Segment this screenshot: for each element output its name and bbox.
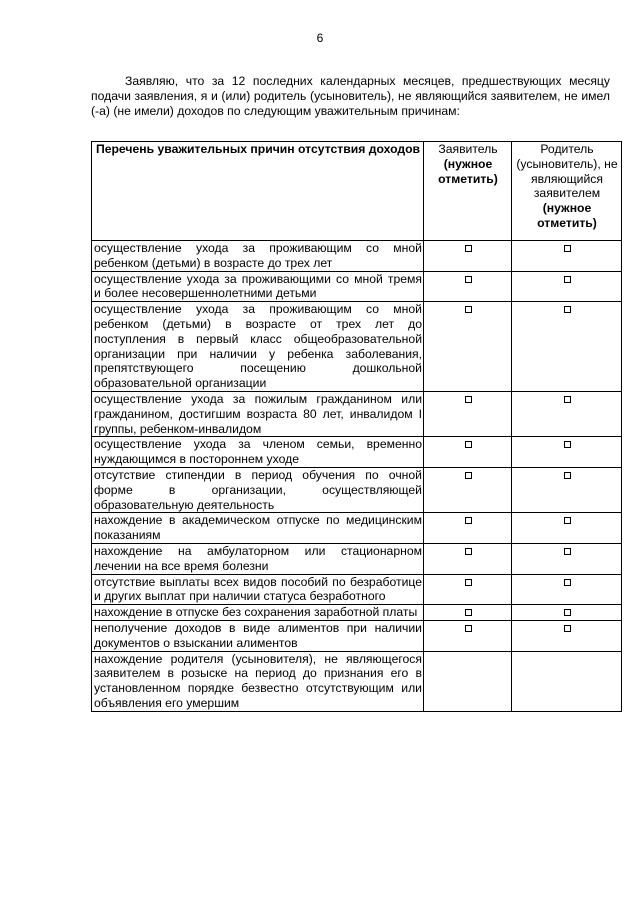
checkbox-icon[interactable]: [564, 517, 571, 524]
table-row: [92, 605, 622, 621]
applicant-check-cell[interactable]: [424, 302, 512, 392]
reason-cell: нахождение родителя (усыновителя), не являющегося заявителем в розыске на период до признания его в установленном порядке безвестно отсутствующим или объявления его умершим: [92, 651, 424, 711]
reason-cell: осуществление ухода за проживающими со мной тремя и более несовершеннолетними детьми: [92, 271, 424, 302]
table-row: [92, 391, 622, 436]
parent-check-cell[interactable]: [512, 574, 622, 605]
checkbox-icon[interactable]: [465, 276, 472, 283]
applicant-check-cell[interactable]: [424, 605, 512, 621]
checkbox-icon[interactable]: [465, 441, 472, 448]
checkbox-icon[interactable]: [564, 579, 571, 586]
reason-cell: нахождение в отпуске без сохранения заработной платы: [92, 605, 424, 621]
applicant-check-cell[interactable]: [424, 620, 512, 651]
reason-cell: осуществление ухода за проживающим со мной ребенком (детьми) в возрасте до трех лет: [92, 241, 424, 272]
checkbox-icon[interactable]: [465, 579, 472, 586]
table-row: [92, 302, 622, 392]
applicant-check-cell[interactable]: [424, 651, 512, 711]
checkbox-icon[interactable]: [564, 548, 571, 555]
applicant-check-cell[interactable]: [424, 271, 512, 302]
table-row: [92, 574, 622, 605]
checkbox-icon[interactable]: [465, 245, 472, 252]
page-number: 6: [316, 31, 324, 45]
table-row: [92, 467, 622, 512]
header-applicant: [424, 142, 512, 241]
checkbox-icon[interactable]: [564, 396, 571, 403]
table-row: [92, 543, 622, 574]
checkbox-icon[interactable]: [465, 472, 472, 479]
checkbox-icon[interactable]: [465, 625, 472, 632]
table-row: [92, 437, 622, 468]
checkbox-icon[interactable]: [465, 517, 472, 524]
reason-cell: осуществление ухода за членом семьи, временно нуждающимся в постороннем уходе: [92, 437, 424, 468]
applicant-check-cell[interactable]: [424, 574, 512, 605]
parent-check-cell[interactable]: [512, 513, 622, 544]
reason-cell: осуществление ухода за пожилым гражданином или гражданином, достигшим возраста 80 лет, инвалидом I группы, ребенком-инвалидом: [92, 391, 424, 436]
checkbox-icon[interactable]: [564, 609, 571, 616]
table-header-row: [92, 142, 622, 241]
checkbox-icon[interactable]: [465, 548, 472, 555]
checkbox-icon[interactable]: [564, 472, 571, 479]
reason-cell: неполучение доходов в виде алиментов при наличии документов о взыскании алиментов: [92, 620, 424, 651]
reason-cell: отсутствие стипендии в период обучения по очной форме в организации, осуществляющей образовательную деятельность: [92, 467, 424, 512]
checkbox-icon[interactable]: [465, 396, 472, 403]
parent-check-cell[interactable]: [512, 620, 622, 651]
applicant-check-cell[interactable]: [424, 513, 512, 544]
checkbox-icon[interactable]: [564, 441, 571, 448]
parent-check-cell[interactable]: [512, 605, 622, 621]
reason-cell: отсутствие выплаты всех видов пособий по безработице и других выплат при наличии статуса безработного: [92, 574, 424, 605]
checkbox-icon[interactable]: [465, 306, 472, 313]
header-applicant-label: Заявитель: [438, 142, 498, 156]
header-reason: Перечень уважительных причин отсутствия доходов: [92, 142, 424, 241]
table-row: [92, 271, 622, 302]
parent-check-cell[interactable]: [512, 467, 622, 512]
table-row: [92, 241, 622, 272]
table-row: [92, 620, 622, 651]
parent-check-cell[interactable]: [512, 651, 622, 711]
parent-check-cell[interactable]: [512, 302, 622, 392]
checkbox-icon[interactable]: [564, 276, 571, 283]
applicant-check-cell[interactable]: [424, 241, 512, 272]
reason-cell: осуществление ухода за проживающим со мной ребенком (детьми) в возрасте от трех лет до поступления в первый класс общеобразовательной организации при наличии у ребенка заболевания, препятствующего посещению дошкольной образовательной организации: [92, 302, 424, 392]
header-applicant-note: (нужное отметить): [438, 156, 498, 186]
parent-check-cell[interactable]: [512, 241, 622, 272]
checkbox-icon[interactable]: [465, 609, 472, 616]
parent-check-cell[interactable]: [512, 391, 622, 436]
reason-cell: нахождение на амбулаторном или стационарном лечении на все время болезни: [92, 543, 424, 574]
table-row: [92, 651, 622, 711]
reasons-table: [91, 141, 622, 712]
checkbox-icon[interactable]: [564, 625, 571, 632]
table-row: [92, 513, 622, 544]
applicant-check-cell[interactable]: [424, 543, 512, 574]
parent-check-cell[interactable]: [512, 271, 622, 302]
intro-statement: Заявляю, что за 12 последних календарных месяцев, предшествующих месяцу подачи заявления, я и (или) родитель (усыновитель), не являющийся заявителем, не имел (-а) (не имели) доходов по следующим уважительным причинам:: [91, 74, 610, 118]
applicant-check-cell[interactable]: [424, 437, 512, 468]
checkbox-icon[interactable]: [564, 245, 571, 252]
parent-check-cell[interactable]: [512, 543, 622, 574]
header-parent: [512, 142, 622, 241]
reason-cell: нахождение в академическом отпуске по медицинским показаниям: [92, 513, 424, 544]
applicant-check-cell[interactable]: [424, 391, 512, 436]
parent-check-cell[interactable]: [512, 437, 622, 468]
header-parent-label: Родитель (усыновитель), не являющийся заявителем: [516, 142, 618, 201]
header-parent-note: (нужное отметить): [537, 201, 597, 230]
checkbox-icon[interactable]: [564, 306, 571, 313]
applicant-check-cell[interactable]: [424, 467, 512, 512]
